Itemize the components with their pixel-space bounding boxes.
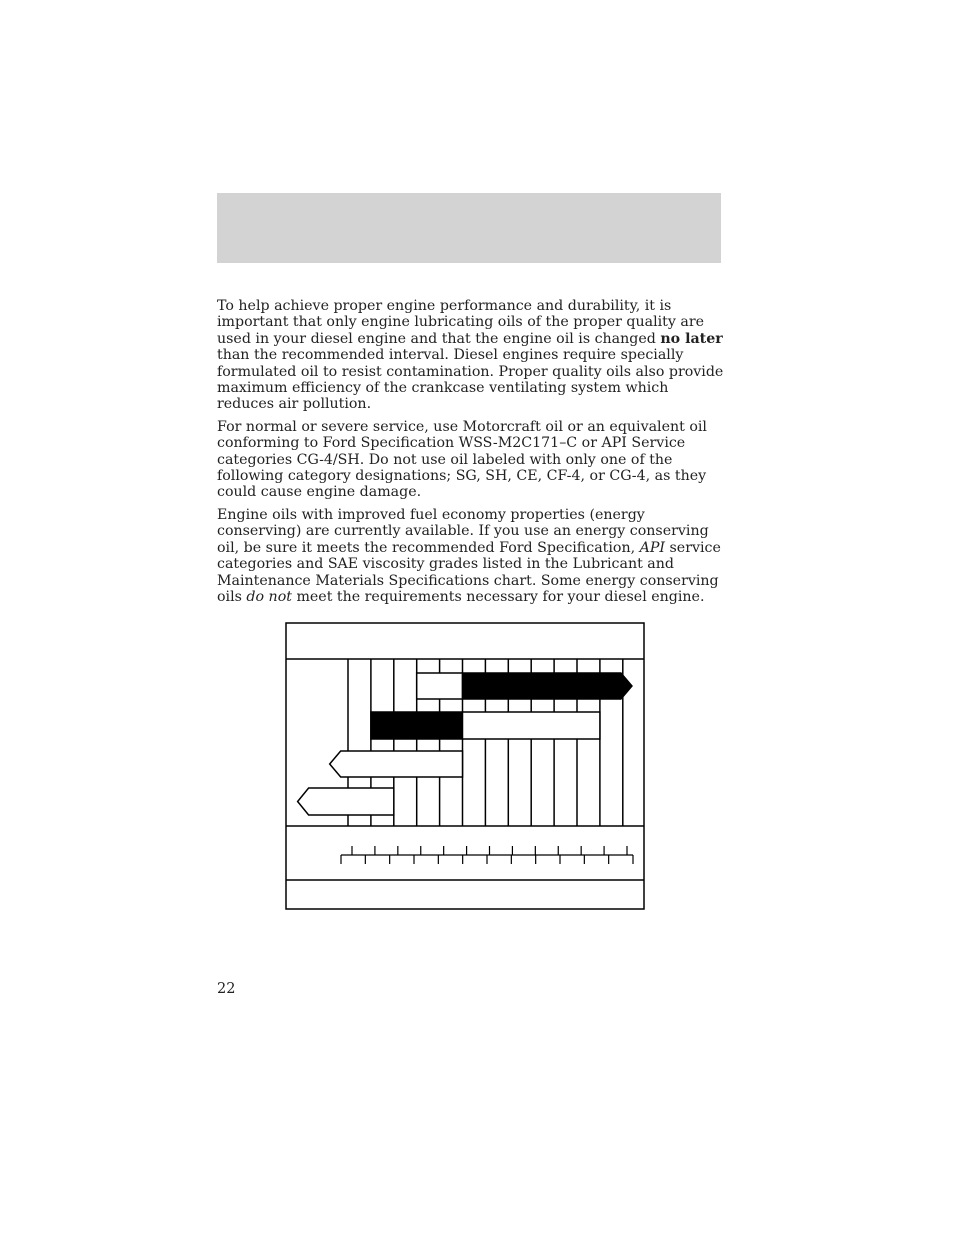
viscosity-bar xyxy=(371,712,463,739)
paragraph-service-categories xyxy=(217,419,727,501)
paragraph-oil-quality xyxy=(217,298,727,413)
viscosity-chart xyxy=(285,622,645,911)
text-run: than the recommended interval. Diesel engines require specially formulated oil to resist contamination. Proper quality oils also provide maximum efficiency of the crankcase ventilating system which reduces air pollution. xyxy=(217,347,724,413)
viscosity-bar xyxy=(417,673,463,699)
paragraph-energy-conserving xyxy=(217,507,727,605)
viscosity-bar xyxy=(463,673,632,699)
text-run: service categories and SAE viscosity grades listed in the Lubricant and Maintenance Materials Specifications chart. Some energy conserving oils xyxy=(217,539,721,605)
viscosity-bar xyxy=(298,788,394,815)
text-run: To help achieve proper engine performance and durability, it is important that only engine lubricating oils of the proper quality are used in your diesel engine and that the engine oil is changed xyxy=(217,298,705,347)
text-run: API xyxy=(639,539,666,556)
text-run: meet the requirements necessary for your diesel engine. xyxy=(291,588,705,605)
text-run: no later xyxy=(660,330,723,347)
section-header-band xyxy=(217,193,721,263)
viscosity-bar xyxy=(463,712,600,739)
body-text xyxy=(217,298,727,611)
viscosity-chart-svg xyxy=(285,622,645,911)
text-run: Engine oils with improved fuel economy properties (energy conserving) are currently available. If you use an energy conserving oil, be sure it meets the recommended Ford Specification, xyxy=(217,506,709,556)
text-run: do not xyxy=(246,588,292,605)
text-run: For normal or severe service, use Motorcraft oil or an equivalent oil conforming to Ford Specification WSS-M2C171–C or API Service categories CG-4/SH. Do not use oil labeled with only one of the following category designations; SG, SH, CE, CF-4, or CG-4, as they could cause engine damage. xyxy=(217,418,707,501)
page-number: 22 xyxy=(217,981,236,997)
viscosity-bar xyxy=(330,751,463,777)
